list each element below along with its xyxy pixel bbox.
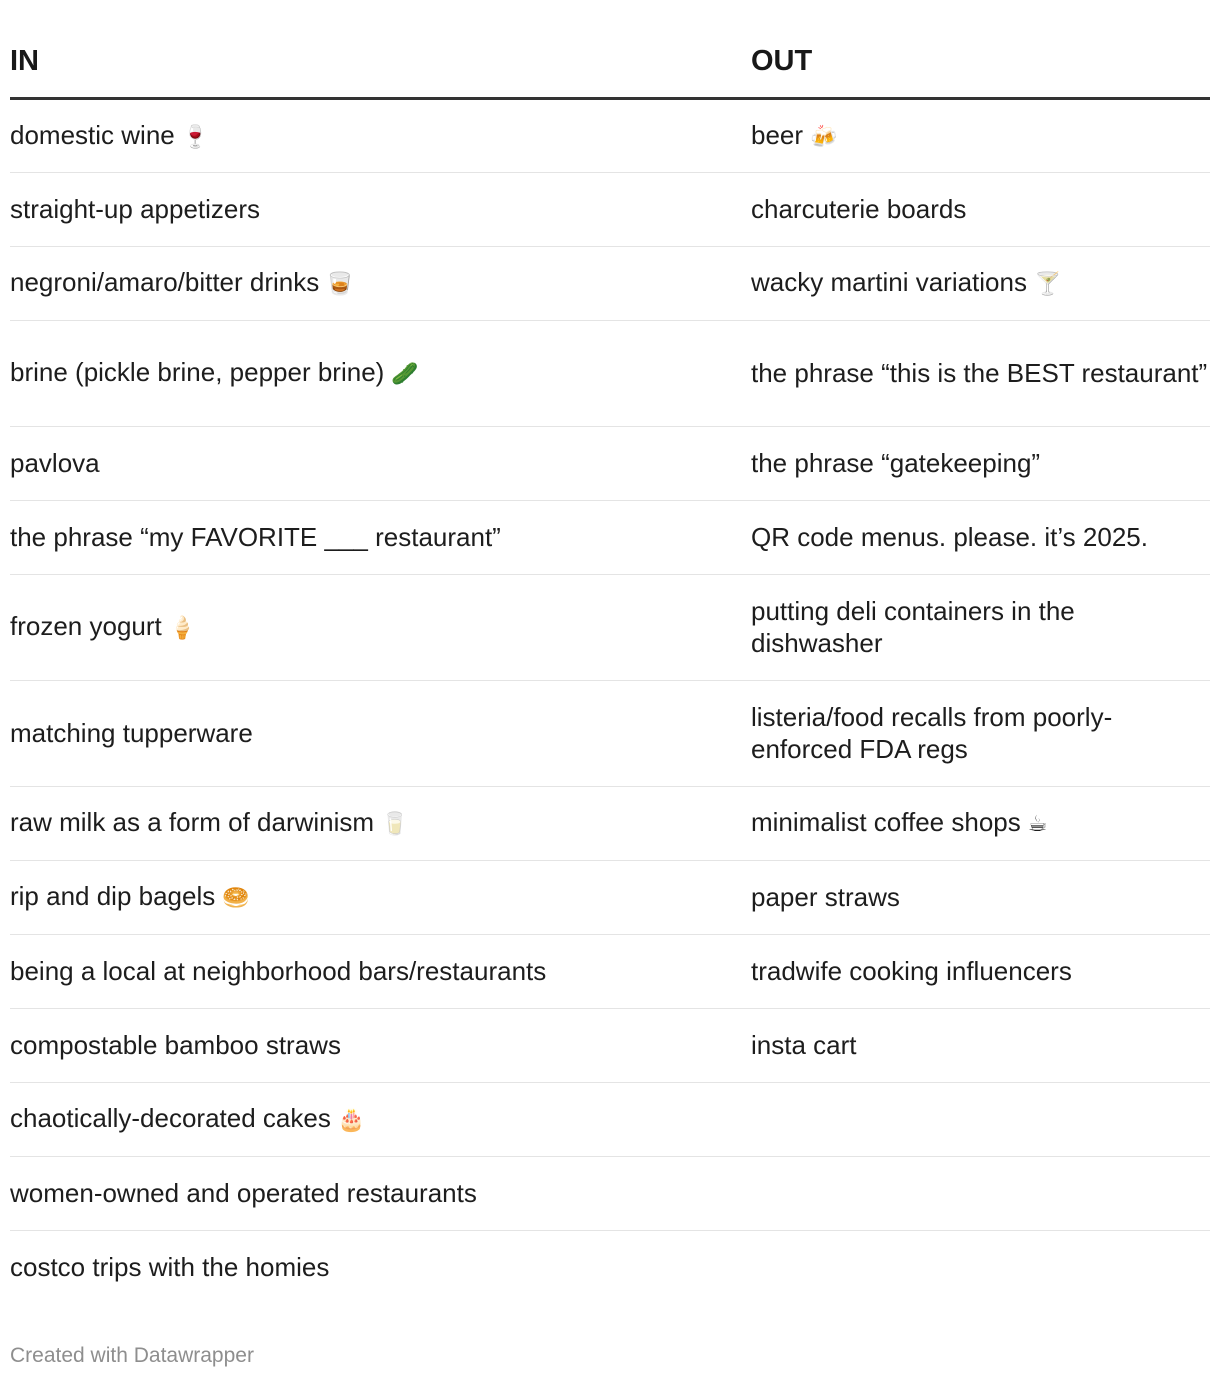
cell-in bbox=[10, 934, 751, 1008]
cell-in-text: women-owned and operated restaurants bbox=[10, 1178, 477, 1208]
cell-out-emoji-icon: 🍸 bbox=[1033, 271, 1062, 296]
table-row bbox=[10, 246, 1210, 320]
cell-in-text: costco trips with the homies bbox=[10, 1252, 330, 1283]
cell-in-emoji-icon: 🍦 bbox=[168, 615, 197, 640]
cell-in-text: the phrase “my FAVORITE ___ restaurant” bbox=[10, 522, 501, 552]
cell-out bbox=[751, 172, 1210, 246]
cell-in-text: chaotically-decorated cakes bbox=[10, 1103, 331, 1133]
cell-out-text: the phrase “gatekeeping” bbox=[751, 448, 1041, 478]
cell-in bbox=[10, 680, 751, 786]
cell-in bbox=[10, 500, 751, 574]
cell-out bbox=[751, 426, 1210, 500]
table-row bbox=[10, 172, 1210, 246]
column-header-out[interactable]: OUT bbox=[751, 0, 1210, 98]
cell-out bbox=[751, 246, 1210, 320]
cell-in-emoji-icon: 🍷 bbox=[181, 123, 210, 149]
cell-in-text: negroni/amaro/bitter drinks bbox=[10, 267, 320, 297]
cell-in-emoji-icon: 🥯 bbox=[222, 885, 250, 910]
column-header-in[interactable]: IN bbox=[10, 0, 751, 98]
table-row bbox=[10, 1008, 1210, 1082]
in-out-table bbox=[10, 0, 1210, 1304]
table-row bbox=[10, 1230, 1210, 1304]
cell-in bbox=[10, 172, 751, 246]
cell-out bbox=[751, 1156, 1210, 1230]
cell-in bbox=[10, 860, 751, 934]
table-row bbox=[10, 1156, 1210, 1230]
cell-in-text: pavlova bbox=[10, 448, 100, 478]
cell-out-text: insta cart bbox=[751, 1030, 857, 1060]
cell-out bbox=[751, 860, 1210, 934]
cell-in-text: compostable bamboo straws bbox=[10, 1030, 341, 1060]
cell-in-text: matching tupperware bbox=[10, 718, 253, 748]
cell-out bbox=[751, 680, 1210, 786]
cell-out-text: paper straws bbox=[751, 882, 900, 912]
cell-in-text: frozen yogurt bbox=[10, 611, 162, 641]
cell-out-text: the phrase “this is the BEST restaurant” bbox=[751, 358, 1208, 388]
cell-in bbox=[10, 320, 751, 426]
cell-out bbox=[751, 1230, 1210, 1304]
cell-out bbox=[751, 1082, 1210, 1156]
table-row bbox=[10, 500, 1210, 574]
cell-out bbox=[751, 934, 1210, 1008]
cell-out-text: beer bbox=[751, 119, 804, 150]
cell-in bbox=[10, 246, 751, 320]
table-row bbox=[10, 426, 1210, 500]
cell-in-text: straight-up appetizers bbox=[10, 194, 261, 224]
in-out-chart bbox=[10, 0, 1210, 1367]
cell-in bbox=[10, 1156, 751, 1230]
table-row bbox=[10, 574, 1210, 680]
cell-out-text: QR code menus. please. it’s 2025. bbox=[751, 522, 1148, 552]
cell-in-emoji-icon: 🎂 bbox=[337, 1107, 366, 1132]
table-row bbox=[10, 1082, 1210, 1156]
cell-in bbox=[10, 574, 751, 680]
cell-out bbox=[751, 98, 1210, 172]
cell-in-text: rip and dip bagels bbox=[10, 881, 216, 911]
cell-out-emoji-icon: ☕ bbox=[1027, 811, 1048, 836]
cell-out-text: listeria/food recalls from poorly-enforced FDA regs bbox=[751, 702, 1113, 764]
table-row bbox=[10, 860, 1210, 934]
cell-in bbox=[10, 426, 751, 500]
cell-in bbox=[10, 1008, 751, 1082]
cell-out-text: tradwife cooking influencers bbox=[751, 956, 1072, 986]
cell-in bbox=[10, 786, 751, 860]
cell-out bbox=[751, 786, 1210, 860]
cell-in bbox=[10, 1082, 751, 1156]
table-row bbox=[10, 786, 1210, 860]
cell-in bbox=[10, 98, 751, 172]
cell-in-emoji-icon: 🥒 bbox=[391, 361, 419, 386]
cell-in-emoji-icon: 🥃 bbox=[326, 271, 354, 296]
cell-out-text: minimalist coffee shops bbox=[751, 807, 1021, 837]
cell-out-text: putting deli containers in the dishwasher bbox=[751, 596, 1075, 658]
cell-in bbox=[10, 1230, 751, 1304]
cell-out-text: charcuterie boards bbox=[751, 194, 967, 224]
table-body bbox=[10, 98, 1210, 1304]
cell-in-text: domestic wine bbox=[10, 119, 175, 150]
cell-out bbox=[751, 500, 1210, 574]
cell-out bbox=[751, 574, 1210, 680]
cell-in-text: being a local at neighborhood bars/restaurants bbox=[10, 956, 547, 986]
cell-in-text: brine (pickle brine, pepper brine) bbox=[10, 357, 385, 387]
table-row bbox=[10, 98, 1210, 172]
footer-credit[interactable]: Created with Datawrapper bbox=[10, 1344, 254, 1367]
cell-out-text: wacky martini variations bbox=[751, 267, 1027, 297]
cell-out bbox=[751, 320, 1210, 426]
cell-out-emoji-icon: 🍻 bbox=[810, 123, 838, 149]
table-header-row bbox=[10, 0, 1210, 98]
cell-in-emoji-icon: 🥛 bbox=[381, 811, 409, 836]
cell-in-text: raw milk as a form of darwinism bbox=[10, 807, 375, 837]
table-row bbox=[10, 320, 1210, 426]
table-row bbox=[10, 680, 1210, 786]
table-row bbox=[10, 934, 1210, 1008]
cell-out bbox=[751, 1008, 1210, 1082]
